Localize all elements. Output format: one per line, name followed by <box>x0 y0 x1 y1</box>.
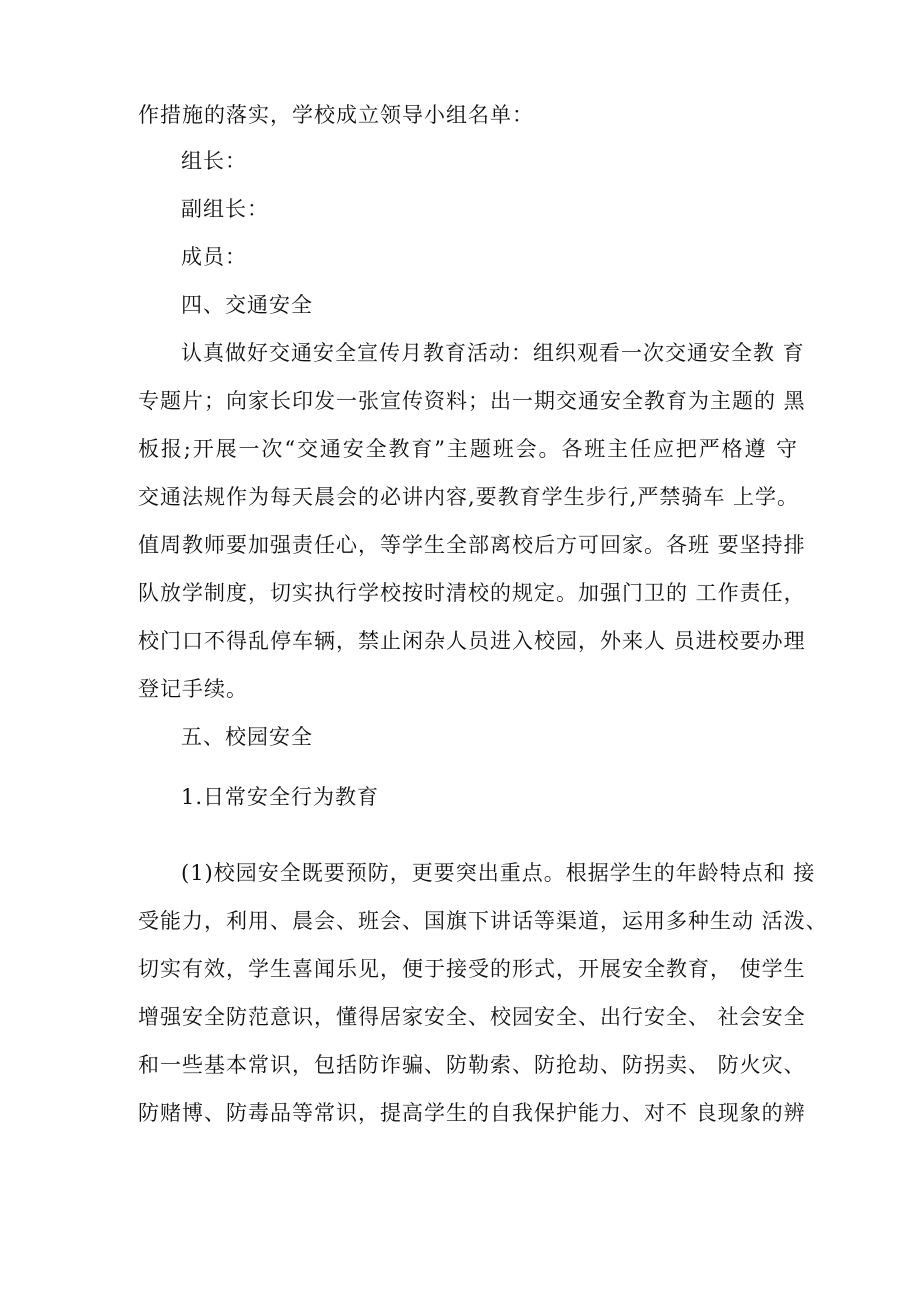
paragraph-line: 增强安全防范意识，懂得居家安全、校园安全、出行安全、 社会安全 <box>138 1005 806 1029</box>
paragraph-line: 校门口不得乱停车辆，禁止闲杂人员进入校园，外来人 员进校要办理 <box>138 629 806 653</box>
paragraph-line: 认真做好交通安全宣传月教育活动：组织观看一次交通安全教 育 <box>181 341 805 365</box>
subsection-heading: 1.日常安全行为教育 <box>181 785 380 809</box>
team-leader-label: 组长： <box>181 149 247 173</box>
paragraph-line: 和一些基本常识，包括防诈骗、防勒索、防抢劫、防拐卖、 防火灾、 <box>138 1053 806 1077</box>
paragraph-line: 切实有效，学生喜闻乐见，便于接受的形式，开展安全教育， 使学生 <box>138 957 806 981</box>
paragraph-line: 登记手续。 <box>138 677 248 701</box>
paragraph-line: 值周教师要加强责任心，等学生全部离校后方可回家。各班 要坚持排 <box>138 533 806 557</box>
paragraph-line: 队放学制度，切实执行学校按时清校的规定。加强门卫的 工作责任， <box>138 581 806 605</box>
members-label: 成员： <box>181 245 247 269</box>
paragraph-line: (1)校园安全既要预防，更要突出重点。根据学生的年龄特点和 接 <box>181 861 816 885</box>
paragraph-line: 防赌博、防毒品等常识，提高学生的自我保护能力、对不 良现象的辨 <box>138 1101 806 1125</box>
paragraph-line: 交通法规作为每天晨会的必讲内容,要教育学生步行,严禁骑车 上学。 <box>138 485 800 509</box>
section-heading-traffic-safety: 四、交通安全 <box>181 293 313 317</box>
paragraph-line: 板报;开展一次“交通安全教育”主题班会。各班主任应把严格遵 守 <box>138 437 798 461</box>
section-heading-campus-safety: 五、校园安全 <box>181 725 313 749</box>
paragraph-line: 专题片；向家长印发一张宣传资料；出一期交通安全教育为主题的 黑 <box>138 389 806 413</box>
paragraph-line: 作措施的落实，学校成立领导小组名单： <box>138 103 534 127</box>
paragraph-line: 受能力，利用、晨会、班会、国旗下讲话等渠道，运用多种生动 活泼、 <box>138 909 828 933</box>
deputy-leader-label: 副组长： <box>181 197 269 221</box>
